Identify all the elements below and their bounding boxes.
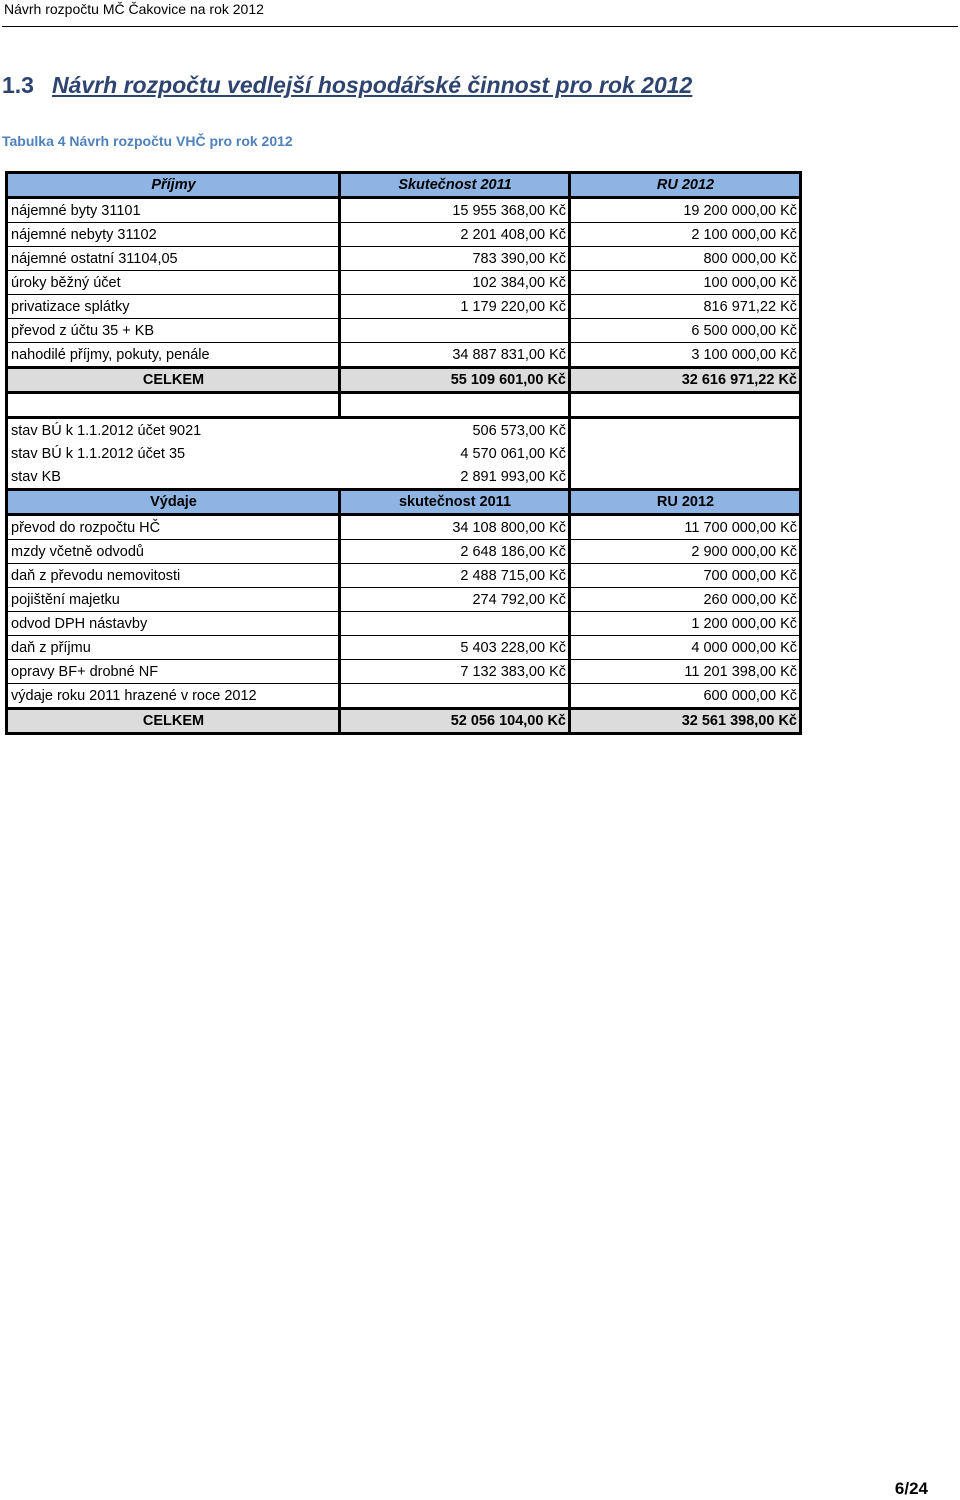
section-title: Návrh rozpočtu vedlejší hospodářské činnost pro rok 2012 <box>51 72 693 98</box>
income-row <box>7 271 801 295</box>
expense-total-plan: 32 561 398,00 Kč <box>570 709 801 734</box>
expense-row <box>7 612 801 636</box>
section-heading <box>2 70 692 100</box>
income-total-plan: 32 616 971,22 Kč <box>570 368 801 393</box>
row-plan: 19 200 000,00 Kč <box>570 198 801 223</box>
row-plan: 3 100 000,00 Kč <box>570 343 801 368</box>
row-label: nájemné ostatní 31104,05 <box>7 247 340 271</box>
income-header-plan: RU 2012 <box>570 173 801 198</box>
income-row <box>7 247 801 271</box>
row-plan: 600 000,00 Kč <box>570 684 801 709</box>
running-header: Návrh rozpočtu MČ Čakovice na rok 2012 <box>4 1 264 17</box>
income-header-actual: Skutečnost 2011 <box>340 173 570 198</box>
income-row <box>7 343 801 368</box>
income-row <box>7 223 801 247</box>
income-row <box>7 295 801 319</box>
income-header-label: Příjmy <box>7 173 340 198</box>
row-plan: 4 000 000,00 Kč <box>570 636 801 660</box>
income-total-label: CELKEM <box>7 368 340 393</box>
balance-label: stav KB <box>7 465 340 490</box>
row-label: mzdy včetně odvodů <box>7 540 340 564</box>
row-plan: 11 700 000,00 Kč <box>570 515 801 540</box>
row-actual: 2 488 715,00 Kč <box>340 564 570 588</box>
row-label: převod z účtu 35 + KB <box>7 319 340 343</box>
row-label: převod do rozpočtu HČ <box>7 515 340 540</box>
row-actual: 34 108 800,00 Kč <box>340 515 570 540</box>
income-row <box>7 198 801 223</box>
row-label: nahodilé příjmy, pokuty, penále <box>7 343 340 368</box>
expense-row <box>7 515 801 540</box>
row-actual <box>340 684 570 709</box>
row-actual: 2 201 408,00 Kč <box>340 223 570 247</box>
row-label: nájemné byty 31101 <box>7 198 340 223</box>
row-label: nájemné nebyty 31102 <box>7 223 340 247</box>
header-rule <box>2 26 958 27</box>
row-plan: 700 000,00 Kč <box>570 564 801 588</box>
row-label: výdaje roku 2011 hrazené v roce 2012 <box>7 684 340 709</box>
balance-label: stav BÚ k 1.1.2012 účet 35 <box>7 442 340 465</box>
expense-total-actual: 52 056 104,00 Kč <box>340 709 570 734</box>
row-actual: 2 648 186,00 Kč <box>340 540 570 564</box>
row-actual: 274 792,00 Kč <box>340 588 570 612</box>
row-actual: 102 384,00 Kč <box>340 271 570 295</box>
budget-table <box>5 171 802 735</box>
row-label: úroky běžný účet <box>7 271 340 295</box>
expense-header-label: Výdaje <box>7 490 340 515</box>
balance-value: 4 570 061,00 Kč <box>340 442 570 465</box>
row-actual: 7 132 383,00 Kč <box>340 660 570 684</box>
row-actual <box>340 319 570 343</box>
expense-total-row <box>7 709 801 734</box>
row-label: privatizace splátky <box>7 295 340 319</box>
income-header-row <box>7 173 801 198</box>
expense-header-actual: skutečnost 2011 <box>340 490 570 515</box>
balance-row <box>7 418 801 443</box>
row-plan: 2 100 000,00 Kč <box>570 223 801 247</box>
expense-row <box>7 684 801 709</box>
row-actual: 5 403 228,00 Kč <box>340 636 570 660</box>
spacer-row <box>7 393 801 418</box>
balance-row <box>7 465 801 490</box>
row-actual: 34 887 831,00 Kč <box>340 343 570 368</box>
row-plan: 816 971,22 Kč <box>570 295 801 319</box>
income-row <box>7 319 801 343</box>
row-plan: 2 900 000,00 Kč <box>570 540 801 564</box>
row-actual <box>340 612 570 636</box>
income-total-row <box>7 368 801 393</box>
row-label: daň z převodu nemovitosti <box>7 564 340 588</box>
expense-row <box>7 660 801 684</box>
expense-header-row <box>7 490 801 515</box>
row-plan: 6 500 000,00 Kč <box>570 319 801 343</box>
balance-row <box>7 442 801 465</box>
row-plan: 260 000,00 Kč <box>570 588 801 612</box>
page-number: 6/24 <box>894 1479 928 1498</box>
balance-value: 506 573,00 Kč <box>340 418 570 443</box>
expense-row <box>7 588 801 612</box>
expense-header-plan: RU 2012 <box>570 490 801 515</box>
row-actual: 783 390,00 Kč <box>340 247 570 271</box>
expense-row <box>7 564 801 588</box>
row-label: pojištění majetku <box>7 588 340 612</box>
row-plan: 100 000,00 Kč <box>570 271 801 295</box>
expense-row <box>7 540 801 564</box>
income-total-actual: 55 109 601,00 Kč <box>340 368 570 393</box>
expense-total-label: CELKEM <box>7 709 340 734</box>
row-label: daň z příjmu <box>7 636 340 660</box>
balance-value: 2 891 993,00 Kč <box>340 465 570 490</box>
row-plan: 1 200 000,00 Kč <box>570 612 801 636</box>
row-label: odvod DPH nástavby <box>7 612 340 636</box>
row-label: opravy BF+ drobné NF <box>7 660 340 684</box>
table-caption: Tabulka 4 Návrh rozpočtu VHČ pro rok 2012 <box>2 133 293 149</box>
expense-row <box>7 636 801 660</box>
row-plan: 800 000,00 Kč <box>570 247 801 271</box>
row-actual: 15 955 368,00 Kč <box>340 198 570 223</box>
balance-label: stav BÚ k 1.1.2012 účet 9021 <box>7 418 340 443</box>
section-number: 1.3 <box>2 72 34 98</box>
row-plan: 11 201 398,00 Kč <box>570 660 801 684</box>
row-actual: 1 179 220,00 Kč <box>340 295 570 319</box>
